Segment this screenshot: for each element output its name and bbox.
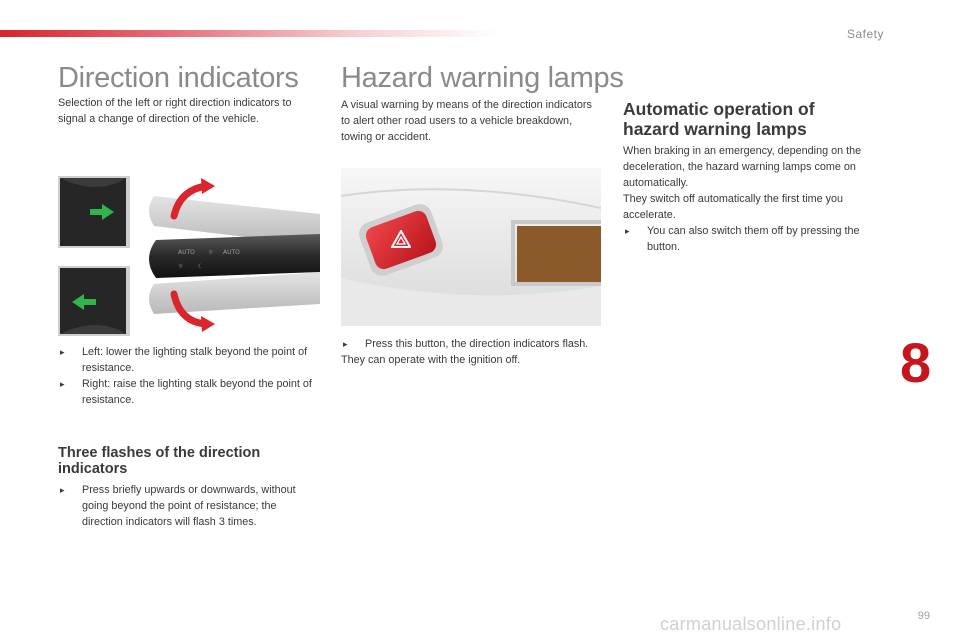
arrow-right-bullet-icon: ▸ [60, 379, 65, 389]
automatic-bullets [623, 223, 883, 255]
three-flashes-bullets [58, 482, 320, 530]
svg-text:☼: ☼ [208, 249, 214, 256]
arrow-right-bullet-icon: ▸ [60, 347, 65, 357]
hazard-button-photo [341, 168, 601, 326]
hazard-note: They can operate with the ignition off. [341, 354, 521, 366]
list-item [58, 344, 320, 376]
list-item [58, 376, 320, 408]
three-flashes-title: Three flashes of the direction indicators [58, 445, 261, 477]
direction-indicators-title: Direction indicators [58, 62, 299, 94]
automatic-text: When braking in an emergency, depending on the deceleration, the hazard warning lamps come on automatically. They switch off automatically the first time you accelerate. [623, 145, 862, 221]
green-arrow-left-icon [72, 294, 96, 315]
automatic-title: Automatic operation of hazard warning lamps [623, 99, 815, 139]
direction-bullets [58, 344, 320, 408]
arrow-right-bullet-icon: ▸ [625, 226, 630, 236]
watermark: carmanualsonline.info [660, 614, 842, 634]
list-item [341, 336, 601, 352]
list-item [623, 223, 883, 255]
chapter-number: 8 [900, 331, 932, 394]
bullet-right-text: Right: raise the lighting stalk beyond the point of resistance. [82, 378, 312, 406]
svg-text:☼: ☼ [178, 263, 184, 270]
header-color-bar [0, 30, 500, 37]
hazard-bullets [341, 336, 601, 368]
svg-text:☾: ☾ [198, 263, 204, 270]
svg-text:AUTO: AUTO [223, 249, 240, 256]
three-flashes-text: Press briefly upwards or downwards, without going beyond the point of resistance; the direction indicators will flash 3 times. [82, 484, 296, 528]
svg-text:AUTO: AUTO [178, 249, 195, 256]
lighting-stalk-illustration [58, 176, 320, 336]
hazard-triangle-icon [391, 230, 411, 253]
page-number: 99 [917, 610, 930, 622]
direction-intro: Selection of the left or right direction indicators to signal a change of direction of the vehicle. [58, 97, 292, 125]
bullet-left-text: Left: lower the lighting stalk beyond the point of resistance. [82, 346, 308, 374]
hazard-title: Hazard warning lamps [341, 62, 624, 94]
arrow-right-bullet-icon: ▸ [60, 485, 65, 495]
hazard-intro: A visual warning by means of the direction indicators to alert other road users to a vehicle breakdown, towing or accident. [341, 99, 592, 143]
green-arrow-right-icon [90, 204, 114, 225]
arrow-right-bullet-icon: ▸ [343, 339, 348, 349]
list-item [58, 482, 320, 530]
section-name: Safety [846, 27, 884, 41]
automatic-bullet-text: You can also switch them off by pressing the button. [647, 225, 860, 253]
hazard-bullet-text: Press this button, the direction indicators flash. [365, 338, 589, 350]
